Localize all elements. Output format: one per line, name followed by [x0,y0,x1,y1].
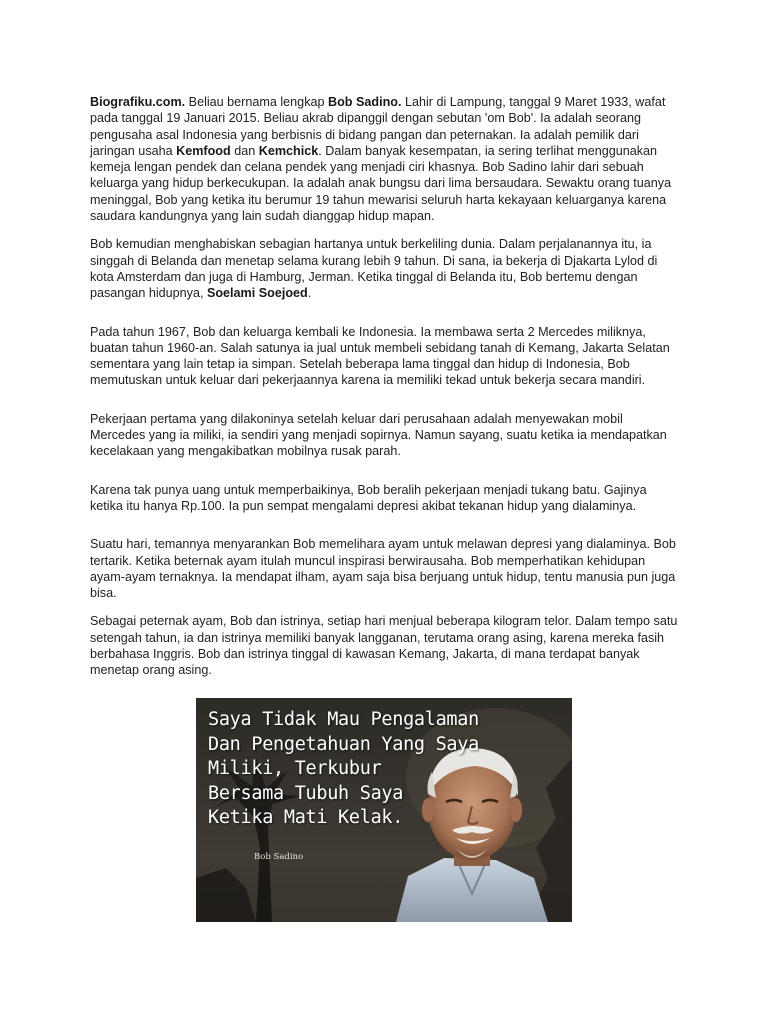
brand-kemchick: Kemchick [258,143,319,158]
paragraph-return: Pada tahun 1967, Bob dan keluarga kembali ke Indonesia. Ia membawa serta 2 Mercedes miliknya, buatan tahun 1960-an. Salah satunya ia jual untuk membeli sebidang tanah di Kemang, Jakarta Selatan sementara yang lain tetap ia simpan. Setelah beberapa lama tinggal dan hidup di Indonesia, Bob memutuskan untuk keluar dari pekerjaannya karena ia memiliki tekad untuk bekerja secara mandiri. [90,324,670,388]
quote-photo [196,698,572,922]
brand-kemfood: Kemfood [176,143,231,158]
article-body [90,94,680,679]
quote-line: Bersama Tubuh Saya [208,782,404,804]
quote-line: Miliki, Terkubur [208,758,382,779]
quote-line: Saya Tidak Mau Pengalaman [208,709,479,730]
quote-line: Ketika Mati Kelak. [208,807,404,828]
quote-signature: Bob Sadino [254,852,304,862]
paragraph-intro: Biografiku.com. Beliau bernama lengkap Bob Sadino. Lahir di Lampung, tanggal 9 Maret 1933, wafat pada tanggal 19 Januari 2015. Beliau akrab dipanggil dengan sebutan 'om Bob'. Ia adalah seorang pengusaha asal Indonesia yang berbisnis di bidang pangan dan peternakan. Ia adalah pemilik dari jaringan usaha Kemfood dan Kemchick. Dalam banyak kesempatan, ia sering terlihat menggunakan kemeja lengan pendek dan celana pendek yang menjadi ciri khasnya. Bob Sadino lahir dari sebuah keluarga yang hidup berkecukupan. Ia adalah anak bungsu dari lima bersaudara. Sewaktu orang tuanya meninggal, Bob yang ketika itu berumur 19 tahun mewarisi seluruh harta kekayaan keluarganya karena saudara kandungnya yang lain sudah dianggap hidup mapan. [90,95,672,224]
site-name: Biografiku.com. [90,95,186,109]
quote-line: Dan Pengetahuan Yang Saya [208,733,479,755]
paragraph-stonemason: Karena tak punya uang untuk memperbaikinya, Bob beralih pekerjaan menjadi tukang batu. Gajinya ketika itu hanya Rp.100. Ia pun sempat mengalami depresi akibat tekanan hidup yang dialaminya. [90,482,647,513]
paragraph-travel: Bob kemudian menghabiskan sebagian hartanya untuk berkeliling dunia. Dalam perjalanannya itu, ia singgah di Belanda dan menetap selama kurang lebih 9 tahun. Di sana, ia bekerja di Djakarta Lylod di kota Amsterdam dan juga di Hamburg, Jerman. Ketika tinggal di Belanda itu, Bob bertemu dengan pasangan hidupnya, Soelami Soejoed. [90,237,658,301]
quote-text [208,708,548,831]
paragraph-chickens: Suatu hari, temannya menyarankan Bob memelihara ayam untuk melawan depresi yang dialaminya. Bob tertarik. Ketika beternak ayam itulah muncul inspirasi berwirausaha. Bob memperhatikan kehidupan ayam-ayam ternaknya. Ia mendapat ilham, ayam saja bisa berjuang untuk hidup, tentu manusia pun juga bisa. [90,537,676,601]
paragraph-eggs: Sebagai peternak ayam, Bob dan istrinya, setiap hari menjual beberapa kilogram telor. Dalam tempo satu setengah tahun, ia dan istrinya memiliki banyak langganan, terutama orang asing, karena mereka fasih berbahasa Inggris. Bob dan istrinya tinggal di kawasan Kemang, Jakarta, di mana terdapat banyak menetap orang asing. [90,614,678,678]
person-name: Bob Sadino. [328,95,402,109]
paragraph-first-job: Pekerjaan pertama yang dilakoninya setelah keluar dari perusahaan adalah menyewakan mobil Mercedes yang ia miliki, ia sendiri yang menjadi sopirnya. Namun sayang, suatu ketika ia mendapatkan kecelakaan yang mengakibatkan mobilnya rusak parah. [90,411,667,459]
spouse-name: Soelami Soejoed [206,286,308,301]
